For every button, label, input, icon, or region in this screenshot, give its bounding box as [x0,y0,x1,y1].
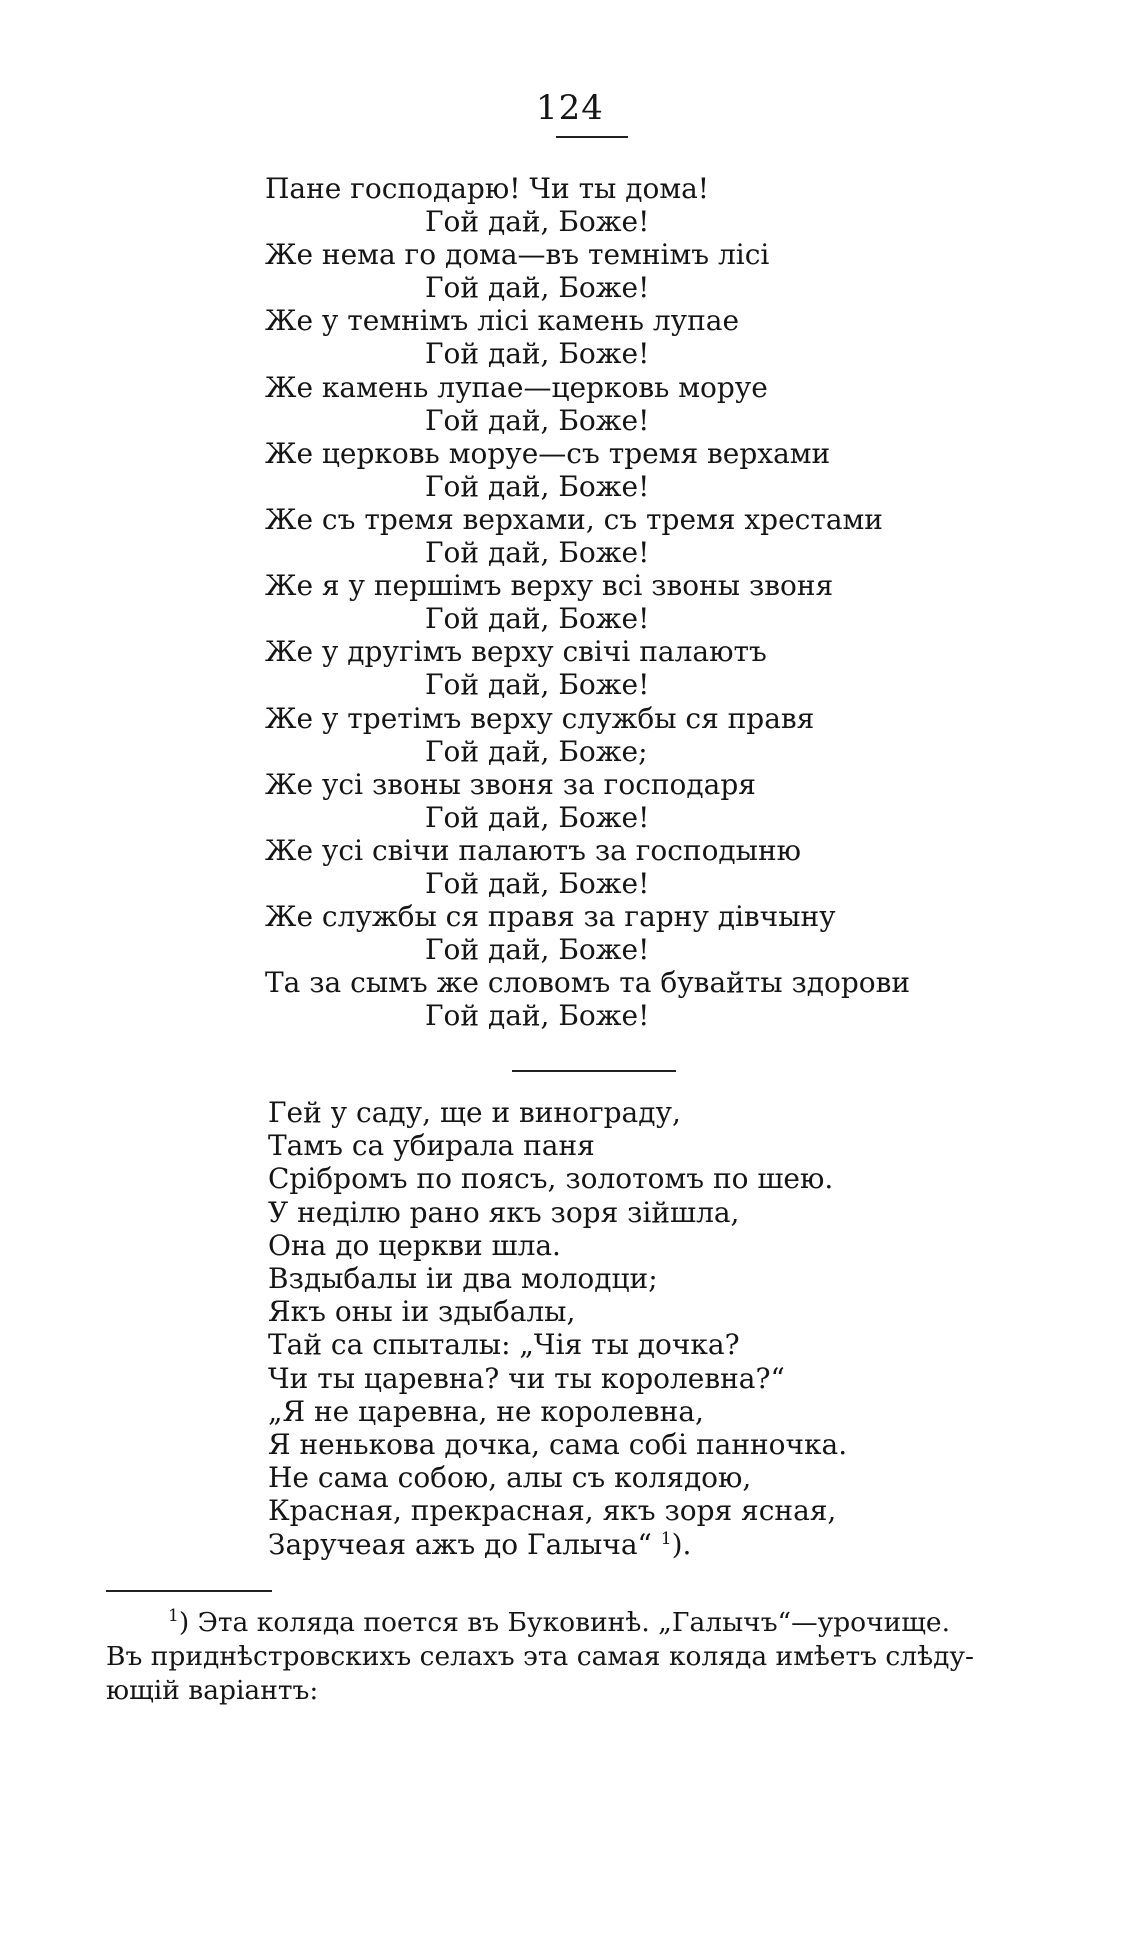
verse-line: Же я у першімъ верху всі звоны звоня [265,569,834,603]
footnote-divider [106,1590,272,1592]
verse-line: Якъ оны іи здыбалы, [268,1295,576,1329]
refrain-line: Гой дай, Боже! [425,403,650,437]
page-number: 124 [536,88,604,128]
refrain-line: Гой дай, Боже! [425,800,650,834]
refrain-line: Гой дай, Боже! [425,866,650,900]
koliada-poem-1 [265,172,1025,1032]
verse-last-end: ). [671,1527,692,1561]
verse-line: Же у третімъ верху службы ся правя [265,701,815,735]
footnote-marker: 1 [168,1606,179,1626]
verse-line: Же камень лупае—церковь моруе [265,370,768,404]
section-divider [512,1070,676,1072]
refrain-line: Гой дай, Боже! [425,602,650,636]
page-number-underline [556,136,628,138]
footnote [106,1606,1096,1708]
footnote-reference: 1 [660,1528,672,1549]
verse-line: Же у другімъ верху свічі палаютъ [265,635,767,669]
verse-line: Срібромъ по поясъ, золотомъ по шею. [268,1162,834,1196]
refrain-line: Гой дай, Боже! [425,999,650,1033]
verse-last-text: Заручеая ажъ до Галыча“ [268,1527,652,1561]
refrain-line: Гой дай, Боже! [425,205,650,239]
verse-line-last [268,1528,1028,1561]
footnote-line-3: ющій варіантъ: [106,1675,319,1706]
verse-line: Же нема го дома—въ темнімъ лісі [265,238,770,272]
verse-line: Же у темнімъ лісі камень лупае [265,304,740,338]
verse-line: Же службы ся правя за гарну дівчыну [265,900,836,934]
verse-line: Тамъ са убирала паня [268,1129,595,1163]
verse-line: Красная, прекрасная, якъ зоря ясная, [268,1494,837,1528]
verse-line: Я ненькова дочка, сама собі панночка. [268,1428,848,1462]
footnote-marker-close: ) [178,1607,190,1638]
footnote-text-1: Эта коляда поется въ Буковинѣ. „Галычъ“—урочище. [197,1607,951,1638]
verse-line: У неділю рано якъ зоря зійшла, [268,1195,740,1229]
verse-line: Же съ тремя верхами, съ тремя хрестами [265,502,883,536]
verse-line: Пане господарю! Чи ты дома! [265,172,710,205]
verse-line: Же церковь моруе—съ тремя верхами [265,436,831,470]
verse-line: Же усі свічи палаютъ за господыню [265,833,801,867]
refrain-line: Гой дай, Боже; [425,734,648,768]
refrain-line: Гой дай, Боже! [425,469,650,503]
refrain-line: Гой дай, Боже! [425,271,650,305]
refrain-line: Гой дай, Боже! [425,536,650,570]
refrain-line: Гой дай, Боже! [425,933,650,967]
verse-line: Она до церкви шла. [268,1228,561,1262]
footnote-line-1 [106,1606,1096,1640]
verse-line: Та за сымъ же словомъ та бувайты здорови [265,966,911,1000]
verse-line: „Я не царевна, не королевна, [268,1394,704,1428]
verse-line: Чи ты царевна? чи ты королевна?“ [268,1361,785,1395]
verse-line: Тай са спыталы: „Чія ты дочка? [268,1328,740,1362]
verse-line: Гей у саду, ще и винограду, [268,1096,681,1129]
verse-line: Же усі звоны звоня за господаря [265,767,756,801]
refrain-line: Гой дай, Боже! [425,668,650,702]
koliada-poem-2 [268,1096,1028,1561]
verse-line: Не сама собою, алы съ колядою, [268,1461,752,1495]
refrain-line: Гой дай, Боже! [425,337,650,371]
footnote-line-2: Въ приднѣстровскихъ селахъ эта самая коляда имѣетъ слѣду- [106,1641,974,1672]
verse-line: Вздыбалы іи два молодци; [268,1262,658,1296]
